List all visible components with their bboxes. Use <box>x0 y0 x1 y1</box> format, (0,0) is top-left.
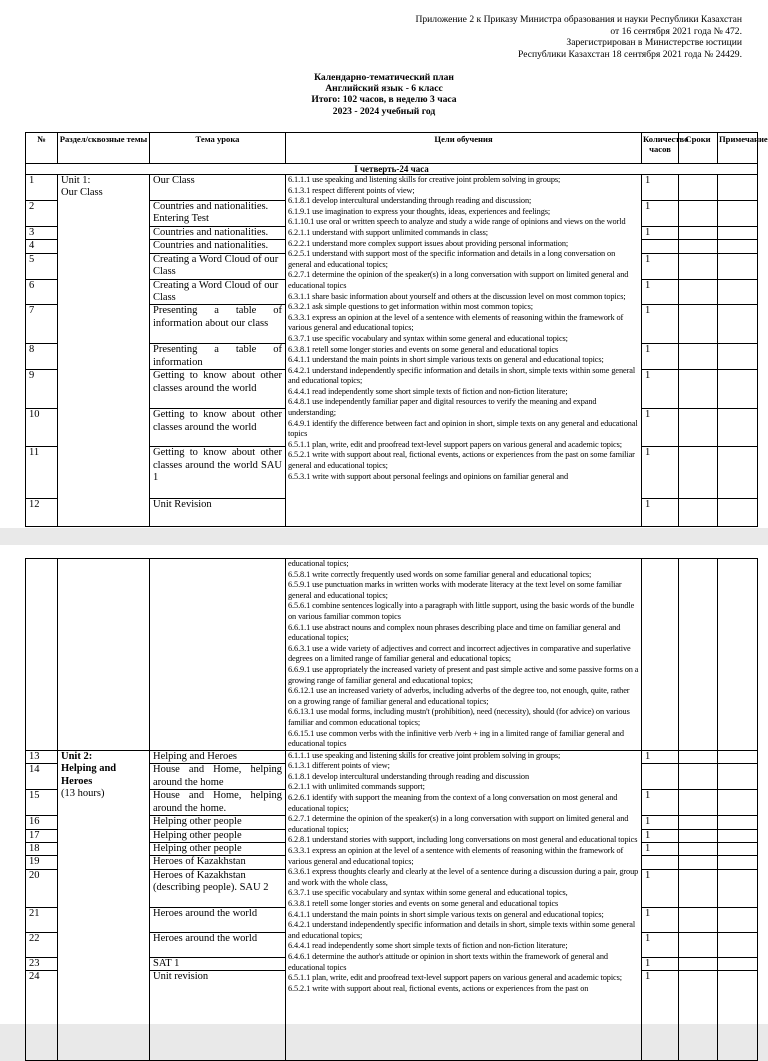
document-page-1 <box>0 0 768 528</box>
notes-cell <box>718 559 758 751</box>
header-line: Зарегистрирован в Министерстве юстиции <box>566 37 742 49</box>
dates-cell <box>679 869 718 907</box>
title-line: 2023 - 2024 учебный год <box>332 105 436 117</box>
notes-cell <box>718 869 758 907</box>
table-row-continuation <box>26 559 758 751</box>
objective: 6.3.3.1 express an opinion at the level of a sentence with elements of reasoning within the framework of various general and educational topics; <box>288 846 624 866</box>
unit-cell <box>58 750 150 1060</box>
objective: 6.4.4.1 read independently some short simple texts of fiction and non-fiction literature; <box>288 386 568 396</box>
lesson-topic: Heroes around the world <box>150 932 286 957</box>
dates-cell <box>679 253 718 279</box>
notes-cell <box>718 344 758 370</box>
notes-cell <box>718 447 758 499</box>
lesson-topic: Getting to know about other classes around the world <box>150 370 286 409</box>
objective: 6.6.3.1 use a wide variety of adjectives and correct and incorrect adjectives in comparative and superlative degrees on a limited range of familiar general and educational topics; <box>288 643 631 664</box>
dates-cell <box>679 856 718 869</box>
objective: 6.2.7.1 determine the opinion of the speaker(s) in a long conversation with support on limited general and educational topics <box>288 270 629 290</box>
notes-cell <box>718 816 758 829</box>
notes-cell <box>718 175 758 201</box>
row-num: 13 <box>26 750 58 763</box>
dates-cell <box>679 829 718 842</box>
row-num: 10 <box>26 409 58 447</box>
lesson-topic: Creating a Word Cloud of our Class <box>150 253 286 279</box>
objective: 6.1.9.1 use imagination to express your thoughts, ideas, experiences and feelings; <box>288 206 551 216</box>
objective: 6.1.8.1 develop intercultural understanding through reading and discussion; <box>288 196 532 206</box>
hours-cell: 1 <box>642 907 679 932</box>
col-header-section: Раздел/сквозные темы <box>58 133 150 164</box>
objective: 6.3.2.1 ask simple questions to get information within most common topics; <box>288 302 533 312</box>
unit-cell <box>58 175 150 527</box>
notes-cell <box>718 829 758 842</box>
hours-cell: 1 <box>642 201 679 227</box>
hours-cell <box>642 856 679 869</box>
objective: 6.3.6.1 express thoughts clearly and clearly at the level of a sentence during a discussion during a pair, group and work with the whole class, <box>288 867 639 887</box>
objective: 6.4.6.1 determine the author's attitude or opinion in short texts within the framework of general and educational topics <box>288 951 608 972</box>
row-num: 19 <box>26 856 58 869</box>
dates-cell <box>679 971 718 1061</box>
hours-cell <box>642 559 679 751</box>
learning-objectives <box>286 175 642 527</box>
lesson-topic: Our Class <box>150 175 286 201</box>
hours-cell: 1 <box>642 790 679 816</box>
notes-cell <box>718 409 758 447</box>
objective: 6.5.1.1 plan, write, edit and proofread text-level support papers on various general and academic topics; <box>288 973 622 983</box>
hours-cell: 1 <box>642 932 679 957</box>
col-header-goals: Цели обучения <box>286 133 642 164</box>
objective: 6.4.2.1 understand independently specific information and details in short, simple texts within some general and educational topics; <box>288 365 636 386</box>
objective: 6.1.3.1 respect different points of view; <box>288 185 415 195</box>
row-num: 12 <box>26 499 58 527</box>
hours-cell: 1 <box>642 409 679 447</box>
dates-cell <box>679 750 718 763</box>
row-num: 6 <box>26 279 58 305</box>
hours-cell: 1 <box>642 344 679 370</box>
objective: 6.1.1.1 use speaking and listening skills for creative joint problem solving in groups; <box>288 175 561 184</box>
learning-objectives <box>286 750 642 1060</box>
title-line: Английский язык - 6 класс <box>325 83 443 95</box>
header-line: от 16 сентября 2021 года № 472. <box>610 25 742 37</box>
unit-name: Unit 2: <box>61 750 93 762</box>
notes-cell <box>718 907 758 932</box>
objective: 6.4.1.1 understand the main points in short simple various texts on general and educational topics; <box>288 355 604 365</box>
objective: 6.4.2.1 understand independently specific information and details in short, simple texts within some general and educational topics; <box>288 920 636 940</box>
dates-cell <box>679 240 718 253</box>
lesson-topic: Countries and nationalities. <box>150 226 286 239</box>
objective: 6.2.8.1 understand stories with support, including long conversations on most general and educational topics <box>288 835 638 845</box>
col-header-topic: Тема урока <box>150 133 286 164</box>
row-num <box>26 559 58 751</box>
unit-subtitle: Helping and Heroes <box>61 763 117 787</box>
dates-cell <box>679 499 718 527</box>
lesson-topic: Getting to know about other classes around the world SAU 1 <box>150 447 286 499</box>
lesson-topic: Unit Revision <box>150 499 286 527</box>
dates-cell <box>679 305 718 344</box>
row-num: 18 <box>26 842 58 855</box>
hours-cell: 1 <box>642 750 679 763</box>
hours-cell <box>642 240 679 253</box>
lesson-topic: Heroes of Kazakhstan (describing people). SAU 2 <box>150 869 286 907</box>
dates-cell <box>679 907 718 932</box>
notes-cell <box>718 370 758 409</box>
notes-cell <box>718 499 758 527</box>
dates-cell <box>679 957 718 970</box>
notes-cell <box>718 790 758 816</box>
dates-cell <box>679 764 718 790</box>
hours-cell: 1 <box>642 226 679 239</box>
unit-cell <box>58 559 150 751</box>
objective: 6.4.1.1 understand the main points in short simple various texts on general and educational topics; <box>288 909 604 919</box>
hours-cell: 1 <box>642 971 679 1061</box>
plan-table-page-2 <box>25 558 758 1061</box>
col-header-notes: Примечание <box>718 133 758 164</box>
row-num: 9 <box>26 370 58 409</box>
row-num: 11 <box>26 447 58 499</box>
row-num: 15 <box>26 790 58 816</box>
objective: 6.6.12.1 use an increased variety of adverbs, including adverbs of the degree too, not enough, quite, rather on a growing range of familiar general and educational topics; <box>288 686 630 706</box>
dates-cell <box>679 559 718 751</box>
row-num: 5 <box>26 253 58 279</box>
unit-hours: (13 hours) <box>61 787 105 799</box>
notes-cell <box>718 240 758 253</box>
lesson-topic: Helping other people <box>150 816 286 829</box>
lesson-topic: Presenting a table of information about our class <box>150 305 286 344</box>
objective: 6.2.5.1 understand with support most of the specific information and details in a long conversation on general and educational topics; <box>288 249 616 269</box>
row-num: 23 <box>26 957 58 970</box>
lesson-topic: Unit revision <box>150 971 286 1061</box>
hours-cell: 1 <box>642 305 679 344</box>
objective: 6.1.8.1 develop intercultural understanding through reading and discussion <box>288 771 529 781</box>
objective: 6.3.8.1 retell some longer stories and events on some general and educational topics <box>288 344 559 354</box>
objective: 6.3.3.1 express an opinion at the level of a sentence with elements of reasoning within the framework of various general and educational topics; <box>288 312 624 333</box>
title-line: Календарно-тематический план <box>314 72 454 83</box>
notes-cell <box>718 201 758 227</box>
notes-cell <box>718 932 758 957</box>
hours-cell: 1 <box>642 816 679 829</box>
document-title <box>0 72 768 117</box>
row-num: 1 <box>26 175 58 201</box>
lesson-topic: Helping other people <box>150 829 286 842</box>
objective: 6.5.1.1 plan, write, edit and proofread text-level support papers on various general and academic topics; <box>288 439 622 449</box>
row-num: 21 <box>26 907 58 932</box>
row-num: 14 <box>26 764 58 790</box>
dates-cell <box>679 226 718 239</box>
row-num: 17 <box>26 829 58 842</box>
table-header-row <box>26 133 758 164</box>
hours-cell: 1 <box>642 499 679 527</box>
hours-cell: 1 <box>642 253 679 279</box>
row-num: 7 <box>26 305 58 344</box>
objective: 6.6.13.1 use modal forms, including mustn't (prohibition), need (necessity), should (for advice) on various familiar and common educational topics; <box>288 707 630 727</box>
hours-cell: 1 <box>642 869 679 907</box>
notes-cell <box>718 226 758 239</box>
objective: 6.2.2.1 understand more complex support issues about providing personal information; <box>288 238 569 248</box>
hours-cell: 1 <box>642 447 679 499</box>
row-num: 20 <box>26 869 58 907</box>
objective: 6.1.10.1 use oral or written speech to analyze and study a wide range of opinions and views on the world <box>288 217 626 227</box>
lesson-topic: Helping and Heroes <box>150 750 286 763</box>
lesson-topic: Countries and nationalities. Entering Test <box>150 201 286 227</box>
notes-cell <box>718 957 758 970</box>
lesson-topic: House and Home, helping around the home. <box>150 790 286 816</box>
objective: 6.6.15.1 use common verbs with the infinitive verb /verb + ing in a limited range of familiar general and educational topics <box>288 728 624 749</box>
objective: 6.2.1.1 with unlimited commands support; <box>288 782 425 792</box>
notes-cell <box>718 305 758 344</box>
header-line: Приложение 2 к Приказу Министра образования и науки Республики Казахстан <box>415 14 742 25</box>
row-num: 22 <box>26 932 58 957</box>
row-num: 2 <box>26 201 58 227</box>
objective: 6.5.8.1 write correctly frequently used words on some familiar general and educational topics; <box>288 569 592 579</box>
objective: 6.3.1.1 share basic information about yourself and others at the discussion level on most common topics; <box>288 291 626 301</box>
objective: 6.3.8.1 retell some longer stories and events on some general and educational topics <box>288 899 559 908</box>
dates-cell <box>679 175 718 201</box>
notes-cell <box>718 279 758 305</box>
objective: educational topics; <box>288 559 349 568</box>
row-num: 16 <box>26 816 58 829</box>
hours-cell: 1 <box>642 829 679 842</box>
hours-cell: 1 <box>642 842 679 855</box>
hours-cell <box>642 764 679 790</box>
header-line: Республики Казахстан 18 сентября 2021 года № 24429. <box>518 48 742 60</box>
lesson-topic: Creating a Word Cloud of our Class <box>150 279 286 305</box>
quarter-row <box>26 164 758 175</box>
dates-cell <box>679 447 718 499</box>
row-num: 4 <box>26 240 58 253</box>
lesson-topic: Presenting a table of information <box>150 344 286 370</box>
lesson-topic: Heroes of Kazakhstan <box>150 856 286 869</box>
hours-cell: 1 <box>642 279 679 305</box>
objective: 6.6.1.1 use abstract nouns and complex noun phrases describing place and time on familiar general and educational topics; <box>288 622 621 643</box>
quarter-label: I четверть-24 часа <box>26 164 758 175</box>
lesson-topic: Countries and nationalities. <box>150 240 286 253</box>
dates-cell <box>679 370 718 409</box>
table-row <box>26 750 758 763</box>
objective: 6.3.7.1 use specific vocabulary and syntax within some general and educational topics; <box>288 333 568 343</box>
table-row <box>26 175 758 201</box>
col-header-dates: Сроки <box>679 133 718 164</box>
plan-table-page-1 <box>25 132 768 527</box>
order-reference-header <box>415 14 742 60</box>
objective: 6.2.6.1 identify with support the meaning from the context of a long conversation on most general and educational topics; <box>288 793 618 813</box>
dates-cell <box>679 842 718 855</box>
dates-cell <box>679 932 718 957</box>
objective: 6.1.1.1 use speaking and listening skills for creative joint problem solving in groups; <box>288 750 561 760</box>
objective: 6.6.9.1 use appropriately the increased variety of present and past simple active and some passive forms on a growing range of familiar general and educational topics; <box>288 664 639 685</box>
lesson-topic: Getting to know about other classes around the world <box>150 409 286 447</box>
objective: 6.5.9.1 use punctuation marks in written works with moderate literacy at the text level on some familiar general and educational topics; <box>288 580 622 600</box>
lesson-topic: House and Home, helping around the home <box>150 764 286 790</box>
objective: 6.5.2.1 write with support about real, fictional events, actions or experiences from the past on <box>288 983 589 993</box>
notes-cell <box>718 750 758 763</box>
lesson-topic <box>150 559 286 751</box>
unit-name: Unit 1: <box>61 175 91 186</box>
dates-cell <box>679 279 718 305</box>
objective: 6.4.8.1 use independently familiar paper and digital resources to verify the meaning and expand understanding; <box>288 397 597 418</box>
dates-cell <box>679 816 718 829</box>
row-num: 3 <box>26 226 58 239</box>
row-num: 24 <box>26 971 58 1061</box>
hours-cell: 1 <box>642 175 679 201</box>
dates-cell <box>679 409 718 447</box>
hours-cell: 1 <box>642 370 679 409</box>
objective: 6.5.3.1 write with support about personal feelings and opinions on familiar general and <box>288 471 569 481</box>
col-header-num: № <box>26 133 58 164</box>
dates-cell <box>679 790 718 816</box>
learning-objectives <box>286 559 642 751</box>
objective: 6.2.7.1 determine the opinion of the speaker(s) in a long conversation with support on limited general and educational topics; <box>288 814 629 834</box>
objective: 6.1.3.1 different points of view; <box>288 761 390 771</box>
notes-cell <box>718 764 758 790</box>
objective: 6.5.2.1 write with support about real, fictional events, actions or experiences from the past on some familiar general and educational topics; <box>288 450 635 471</box>
objective: 6.4.4.1 read independently some short simple texts of fiction and non-fiction literature; <box>288 941 568 951</box>
objective: 6.5.6.1 combine sentences logically into a paragraph with little support, using the basic words of the bundle on various familiar common topics <box>288 601 635 621</box>
objective: 6.2.1.1 understand with support unlimited commands in class; <box>288 227 489 237</box>
row-num: 8 <box>26 344 58 370</box>
objective: 6.4.9.1 identify the difference between fact and opinion in short, simple texts on any general and educational topics <box>288 418 638 439</box>
objective: 6.3.7.1 use specific vocabulary and syntax within some general and educational topics, <box>288 888 568 898</box>
title-line: Итого: 102 часов, в неделю 3 часа <box>311 94 457 106</box>
hours-cell: 1 <box>642 957 679 970</box>
col-header-hours: Количество часов <box>642 133 679 164</box>
document-page-2 <box>0 545 768 1024</box>
lesson-topic: Heroes around the world <box>150 907 286 932</box>
lesson-topic: Helping other people <box>150 842 286 855</box>
notes-cell <box>718 842 758 855</box>
dates-cell <box>679 344 718 370</box>
lesson-topic: SAT 1 <box>150 957 286 970</box>
notes-cell <box>718 971 758 1061</box>
notes-cell <box>718 253 758 279</box>
notes-cell <box>718 856 758 869</box>
dates-cell <box>679 201 718 227</box>
unit-subtitle: Our Class <box>61 187 103 199</box>
